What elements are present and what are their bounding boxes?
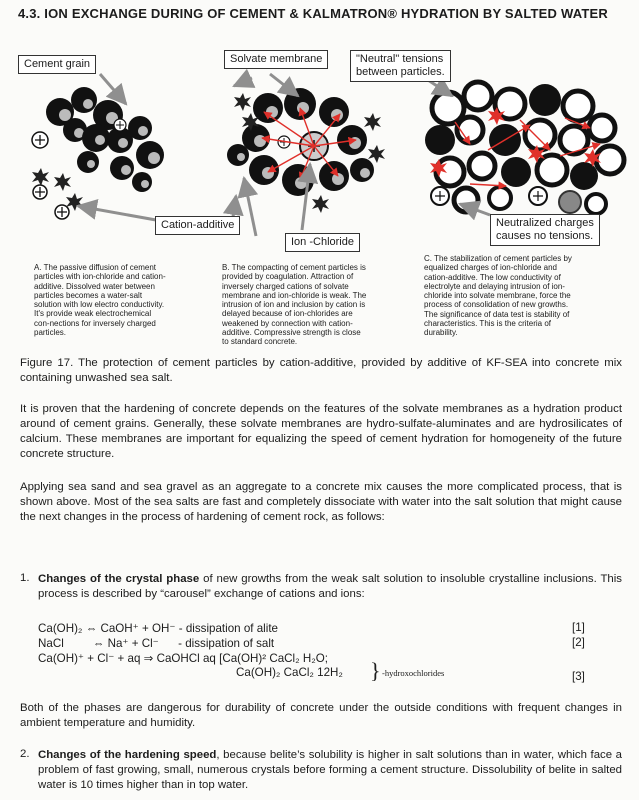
caption-line: particles.	[34, 328, 67, 338]
caption-line: intrusion of ion and inclusion by cation is	[222, 300, 366, 310]
list-item-2	[38, 748, 622, 793]
list-item-1-text: of new growths from the weak salt solution to insoluble crystalline inclusions. This process is described by “carousel” exchange of cations and ions:	[38, 573, 622, 600]
paragraph-2: Applying sea sand and sea gravel as an aggregate to a concrete mix causes the more complicated process, that is shown above. Most of the sea salts are fast and completely dissociate with water into the salt solution that might cause the next changes in the process of hardening of cement rock, as follows:	[20, 481, 622, 523]
equation-1-number: [1]	[572, 621, 585, 634]
caption-panel-b	[222, 263, 407, 347]
label-neutralized-line1: Neutralized charges	[496, 217, 594, 229]
paragraph-1: It is proven that the hardening of concrete depends on the features of the solvate membranes as a hydration product around of cement grains. Generally, these solvate membranes are hydro-sulfate-aluminates and are hydrosilicates of calcium. These membranes are important for equalizing the speed of cement hydration for homogeneity of the future concrete structure.	[20, 403, 622, 460]
caption-line: particles with ion-chloride and cation-	[34, 272, 166, 282]
caption-line: additive. Dissolved water between	[34, 281, 155, 291]
label-neutral-tensions-line1: "Neutral" tensions	[356, 53, 444, 65]
equation-3-line2: Ca(OH)₂ CaCl₂ 12H₂	[236, 666, 343, 679]
list-number-1: 1.	[20, 572, 30, 584]
equation-3-note: -hydroxochlorides	[382, 668, 445, 678]
equation-3-brace: }	[370, 658, 381, 683]
caption-line: characteristics. This is the criteria of	[424, 319, 552, 329]
caption-line: durability.	[424, 328, 458, 338]
equation-3-number: [3]	[572, 670, 585, 683]
caption-line: electrolyte and delaying intrusion of ion-	[424, 281, 565, 291]
list-item-1	[38, 572, 622, 602]
caption-line: cation-additive. The low conductivity of	[424, 272, 561, 282]
caption-line: weakened by connection with cation-	[222, 318, 353, 328]
caption-line: It's provide weak electrochemical	[34, 309, 152, 319]
label-cement-grain: Cement grain	[18, 55, 96, 74]
figure-caption: Figure 17. The protection of cement particles by cation-additive, provided by additive of KF-SEA into concrete mix containing unwashed sea salt.	[20, 357, 622, 384]
paragraph-3: Both of the phases are dangerous for durability of concrete under the outside conditions with frequent changes in ambient temperature and humidity.	[20, 702, 622, 729]
caption-line: The significance of data test is stability of	[424, 309, 570, 319]
caption-line: solution with low electro conductivity.	[34, 300, 165, 310]
section-heading: 4.3. ION EXCHANGE DURING OF CEMENT & KALMATRON® HYDRATION BY SALTED WATER	[18, 6, 608, 21]
caption-line: particles becomes a water-salt	[34, 290, 143, 300]
list-number-2: 2.	[20, 748, 30, 760]
caption-line: equalized charges of ion-chloride and	[424, 263, 557, 273]
caption-line: chloride into solvate membrane, force the	[424, 291, 571, 301]
caption-line: con-nections for inversely charged	[34, 318, 156, 328]
list-item-2-lead: Changes of the hardening speed	[38, 749, 217, 761]
label-cation-additive: Cation-additive	[155, 216, 240, 235]
equation-2: NaCl ⇔ Na⁺ + Cl⁻ - dissipation of salt	[38, 637, 275, 650]
panel-a-particles	[32, 87, 164, 219]
caption-line: membrane and ion-chloride is weak. The	[222, 290, 367, 300]
label-ion-chloride: Ion -Chloride	[285, 233, 360, 252]
label-solvate-membrane: Solvate membrane	[224, 50, 328, 69]
caption-line: delayed because of ion-chlorides are	[222, 309, 353, 319]
label-neutralized-charges	[490, 214, 600, 246]
equation-1: Ca(OH)₂ ⇔ CaOH⁺ + OH⁻ - dissipation of alite	[38, 622, 278, 635]
caption-line: B. The compacting of cement particles is	[222, 263, 366, 272]
list-item-2-text: , because belite’s solubility is higher in salt solutions than in water, which face a problem of fast growing, small, numerous crystals before forming a cement structure. Dissolubility of belite in salted water is 10 times higher than in top water.	[38, 749, 623, 791]
list-item-1-lead: Changes of the crystal phase	[38, 573, 200, 585]
caption-panel-a	[34, 263, 204, 337]
caption-line: additive. Compressive strength is close	[222, 328, 361, 338]
label-neutral-tensions-line2: between particles.	[356, 66, 445, 78]
caption-line: A. The passive diffusion of cement	[34, 263, 156, 272]
caption-line: inversely charged cations of solvate	[222, 281, 349, 291]
caption-line: C. The stabilization of cement particles by	[424, 254, 572, 263]
label-neutralized-line2: causes no tensions.	[496, 230, 594, 242]
label-neutral-tensions	[350, 50, 451, 82]
equation-2-number: [2]	[572, 636, 585, 649]
equation-3-line1: Ca(OH)⁺ + Cl⁻ + aq ⇒ CaOHCl aq [Ca(OH)² CaCl₂ H₂O;	[38, 652, 328, 665]
caption-line: provided by coagulation. Attraction of	[222, 272, 354, 282]
panel-c-particles	[425, 82, 624, 214]
caption-line: process of consolidation of new growths.	[424, 300, 569, 310]
caption-line: to standard concrete.	[222, 337, 298, 347]
caption-panel-c	[424, 254, 614, 338]
